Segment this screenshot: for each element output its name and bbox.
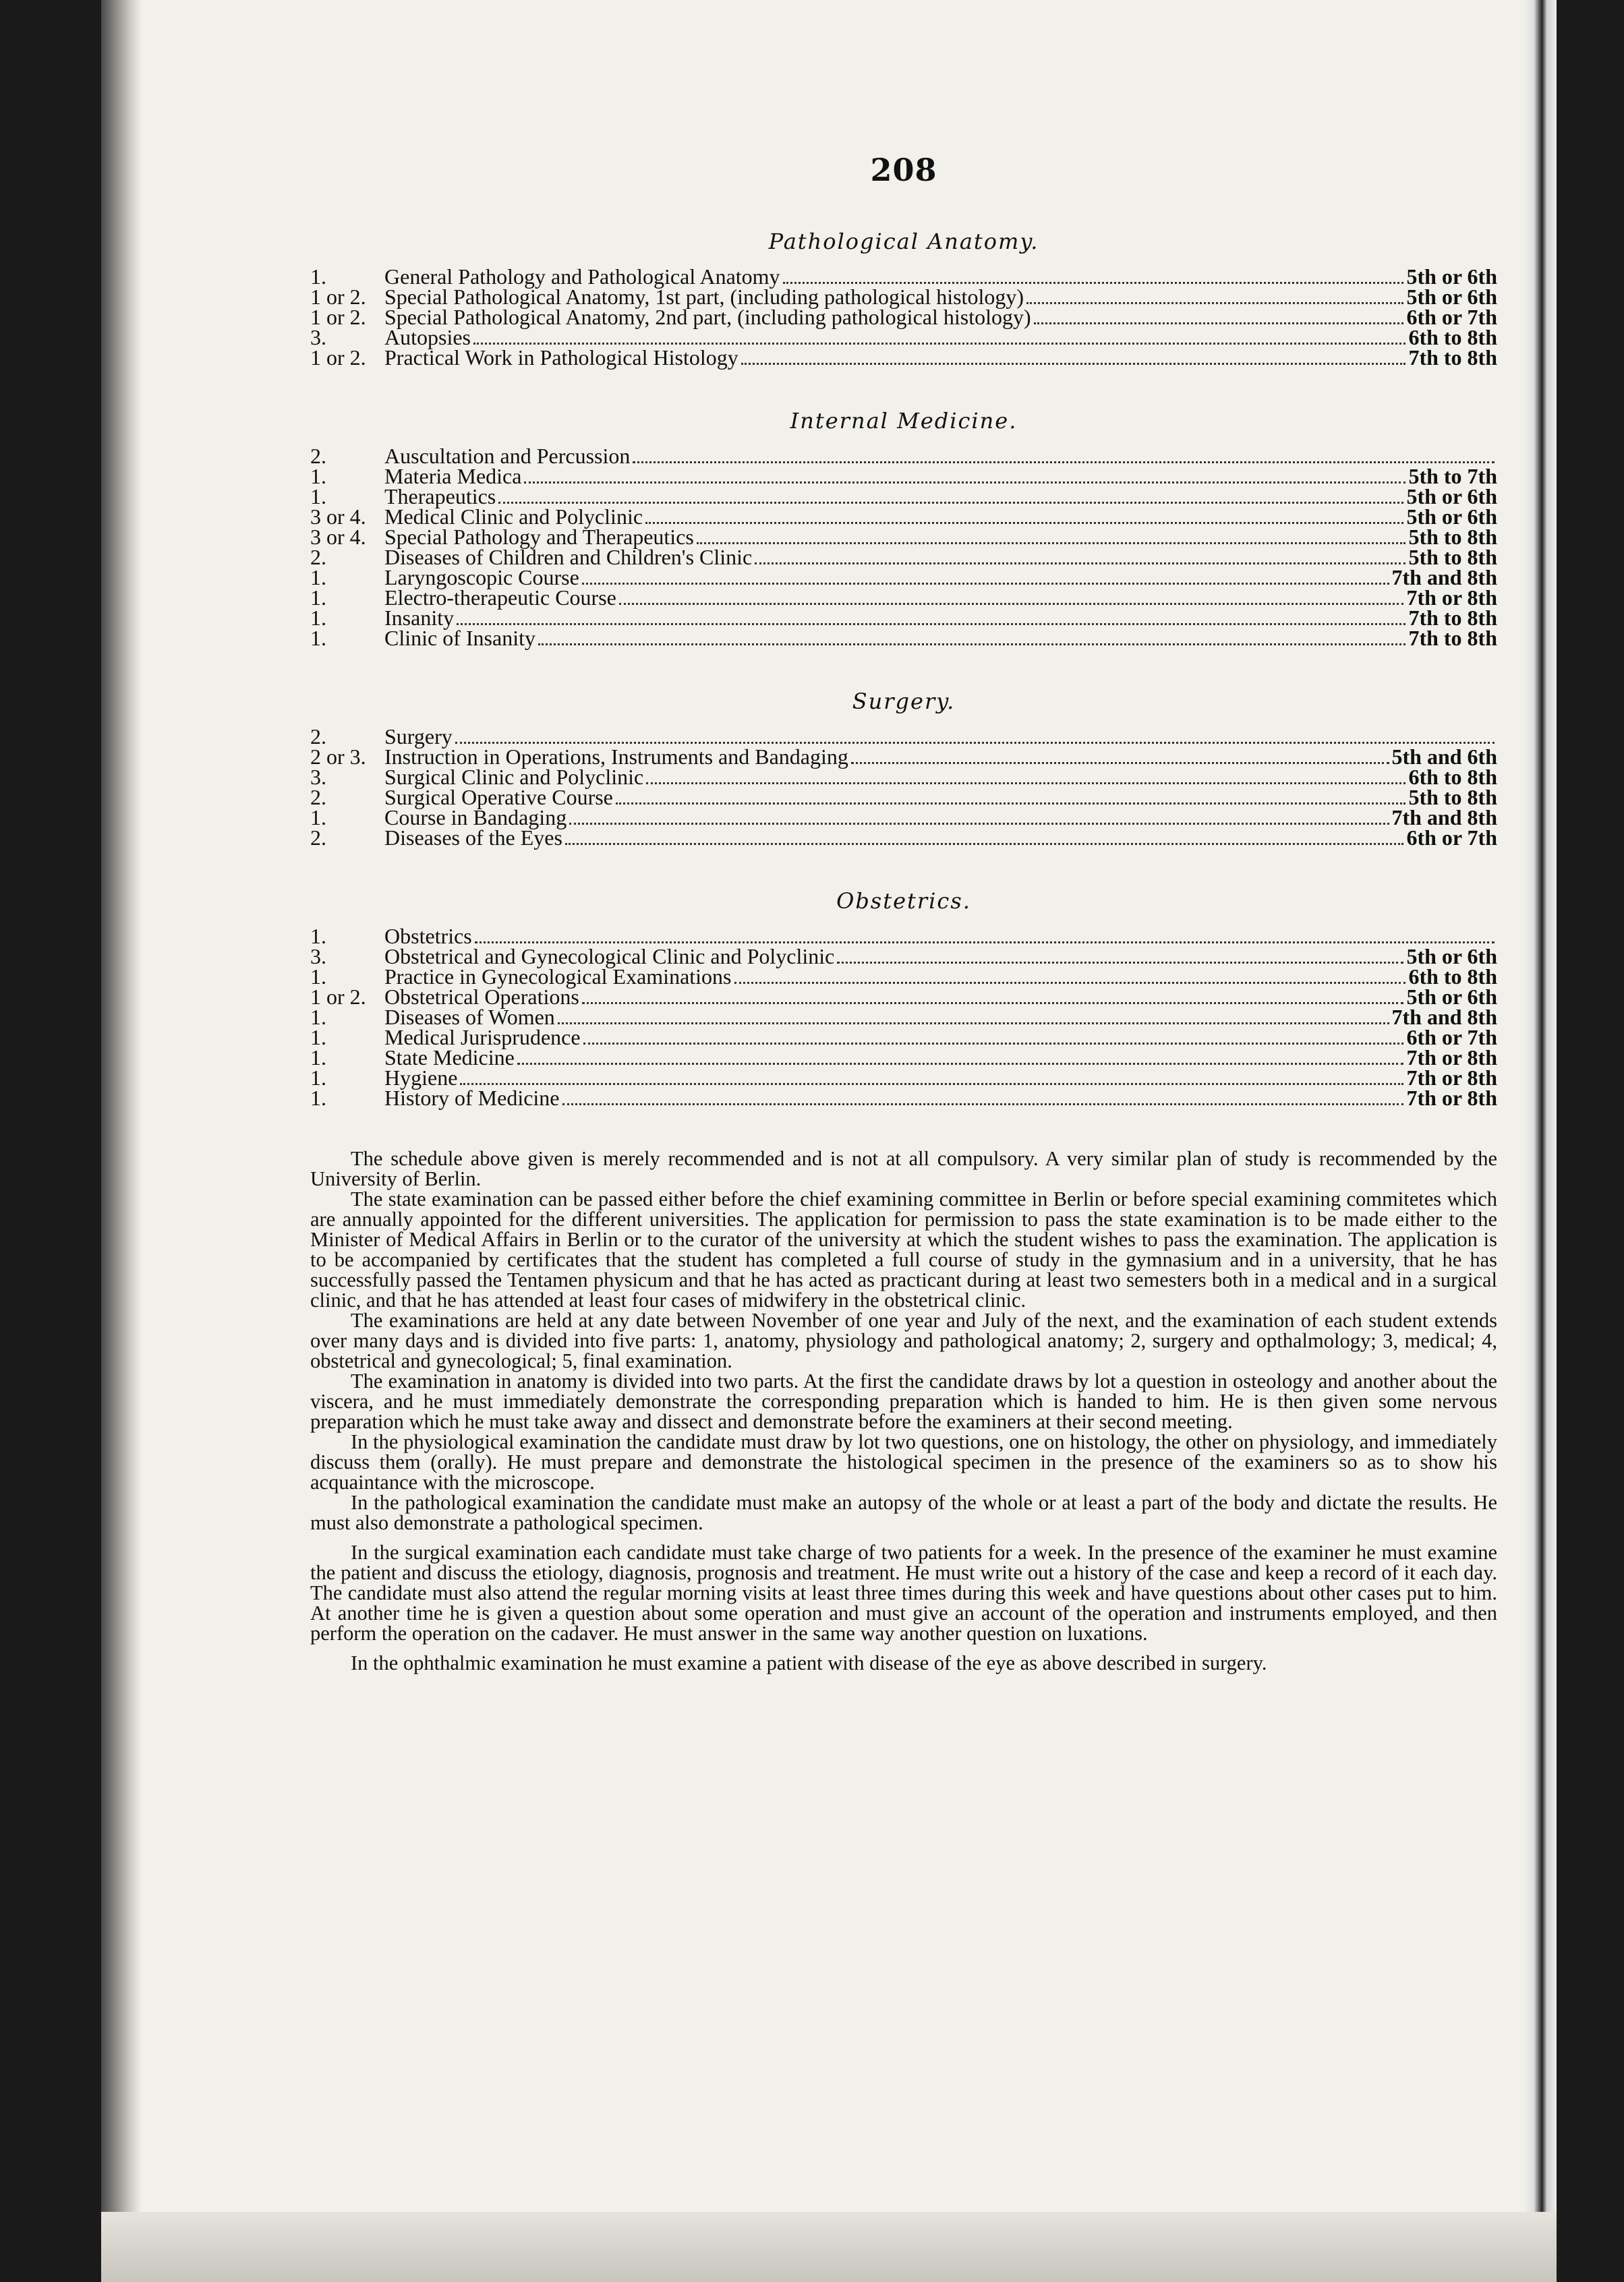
course-hours: 2. xyxy=(310,724,326,749)
course-name: Diseases of the Eyes xyxy=(384,825,562,850)
dot-leader xyxy=(646,769,1405,784)
course-section xyxy=(310,689,1497,848)
course-hours: 1. xyxy=(310,1086,326,1110)
course-row xyxy=(310,567,1497,587)
dot-leader xyxy=(562,1090,1404,1105)
course-hours: 3. xyxy=(310,765,326,789)
course-semester: 5th to 8th xyxy=(1408,545,1497,569)
course-semester: 7th to 8th xyxy=(1408,345,1497,370)
dot-leader xyxy=(851,749,1389,764)
body-paragraph: The examinations are held at any date between November of one year and July of the next, and the examination of each student extends over many days and is divided into five parts: 1, anatomy, physiology and pathological anatomy; 2, surgery and opthalmology; 3, medical; 4, obstetrical and gynecological; 5, final examination. xyxy=(310,1309,1497,1372)
course-semester: 5th or 6th xyxy=(1406,484,1497,508)
course-name: Practice in Gynecological Examinations xyxy=(384,964,732,989)
course-row xyxy=(310,506,1497,527)
dot-leader xyxy=(455,728,1495,744)
dot-leader xyxy=(783,268,1404,284)
course-semester: 6th or 7th xyxy=(1406,1025,1497,1049)
body-paragraph: In the surgical examination each candidate must take charge of two patients for a week. In the presence of the examiner he must examine the patient and discuss the etiology, diagnosis, prognosis and treatment. He must write out a history of the case and keep a record of it each day. The candidate must also attend the regular morning visits at least three times during this week and have questions about other cases put to him. At another time he is given a question about some operation and must give an account of the operation and instruments employed, and then perform the operation on the cadaver. He must answer in the same way another question on luxations. xyxy=(310,1541,1497,1645)
body-paragraph: The schedule above given is merely recommended and is not at all compulsory. A very similar plan of study is recommended by the University of Berlin. xyxy=(310,1147,1497,1190)
course-semester: 6th or 7th xyxy=(1406,825,1497,850)
dot-leader xyxy=(558,1009,1389,1024)
course-hours: 1. xyxy=(310,924,326,948)
course-semester: 5th and 6th xyxy=(1391,744,1497,769)
course-hours: 2. xyxy=(310,545,326,569)
course-row xyxy=(310,744,1497,769)
dot-leader xyxy=(475,928,1495,943)
page-edge xyxy=(1524,0,1557,2282)
course-semester: 5th to 8th xyxy=(1408,785,1497,809)
course-hours: 3 or 4. xyxy=(310,525,366,549)
course-semester: 7th or 8th xyxy=(1406,585,1497,610)
course-hours: 1. xyxy=(310,264,326,289)
course-semester: 6th or 7th xyxy=(1406,305,1497,329)
course-semester: 7th and 8th xyxy=(1391,805,1497,829)
course-hours: 1. xyxy=(310,464,326,488)
dot-leader xyxy=(1026,289,1403,304)
course-hours: 2 or 3. xyxy=(310,744,366,769)
course-name: Obstetrics xyxy=(384,924,472,948)
course-row xyxy=(310,307,1497,327)
page-content xyxy=(310,152,1497,1673)
page-number: 208 xyxy=(870,152,937,188)
course-hours: 1. xyxy=(310,484,326,508)
course-semester: 7th or 8th xyxy=(1406,1065,1497,1090)
course-name: Practical Work in Pathological Histology xyxy=(384,345,738,370)
course-row xyxy=(310,466,1497,486)
course-semester: 5th or 6th xyxy=(1406,264,1497,289)
course-semester: 7th or 8th xyxy=(1406,1045,1497,1070)
course-semester: 7th to 8th xyxy=(1408,626,1497,650)
dot-leader xyxy=(498,488,1403,504)
dot-leader xyxy=(697,529,1406,544)
course-name: Therapeutics xyxy=(384,484,496,508)
course-row xyxy=(310,547,1497,567)
course-name: Special Pathological Anatomy, 2nd part, (including pathological histology) xyxy=(384,305,1031,329)
course-name: Diseases of Children and Children's Clinic xyxy=(384,545,753,569)
body-paragraph: The examination in anatomy is divided into two parts. At the first the candidate draws by lot a question in osteology and another about the viscera, and he must immediately demonstrate the corresponding preparation which is handed to him. He is then given some nervous preparation which he must take away and dissect and demonstrate before the examiners at their second meeting. xyxy=(310,1370,1497,1433)
course-name: Laryngoscopic Course xyxy=(384,565,579,589)
course-name: Electro-therapeutic Course xyxy=(384,585,616,610)
course-name: Medical Jurisprudence xyxy=(384,1025,581,1049)
dot-leader xyxy=(582,569,1389,585)
course-schedule xyxy=(310,229,1497,1108)
course-row xyxy=(310,608,1497,628)
course-row xyxy=(310,726,1497,747)
course-row xyxy=(310,767,1497,787)
body-paragraph: The state examination can be passed either before the chief examining committee in Berlin or before special examining commitetes which are annually appointed for the different universities. The application for permission to pass the state examination is to be made either to the Minister of Medical Affairs in Berlin or to the curator of the university at which the student wishes to pass the examination. The application is to be accompanied by certificates that the student has completed a full course of study in the gymnasium and in a university, that he has successfully passed the Tentamen physicum and that he has acted as practicant during at least two semesters both in a medical and in a surgical clinic, and that he has attended at least four cases of midwifery in the obstetrical clinic. xyxy=(310,1188,1497,1312)
course-hours: 3. xyxy=(310,944,326,968)
course-row xyxy=(310,486,1497,506)
course-semester: 5th or 6th xyxy=(1406,504,1497,529)
course-semester: 7th and 8th xyxy=(1391,1005,1497,1029)
dot-leader xyxy=(616,789,1406,804)
course-section xyxy=(310,888,1497,1108)
dot-leader xyxy=(741,349,1406,365)
course-hours: 1 or 2. xyxy=(310,305,366,329)
dot-leader xyxy=(837,948,1403,964)
course-hours: 2. xyxy=(310,785,326,809)
course-section xyxy=(310,229,1497,368)
course-hours: 1. xyxy=(310,1005,326,1029)
course-hours: 1 or 2. xyxy=(310,285,366,309)
course-row xyxy=(310,587,1497,608)
course-name: Insanity xyxy=(384,606,455,630)
course-row xyxy=(310,327,1497,347)
course-name: Medical Clinic and Polyclinic xyxy=(384,504,643,529)
dot-leader xyxy=(538,630,1405,645)
course-hours: 3 or 4. xyxy=(310,504,366,529)
dot-leader xyxy=(524,468,1405,484)
course-row xyxy=(310,1027,1497,1047)
course-hours: 1. xyxy=(310,606,326,630)
course-name: Obstetrical Operations xyxy=(384,985,579,1009)
dot-leader xyxy=(755,549,1405,564)
dot-leader xyxy=(1034,309,1404,324)
dot-leader xyxy=(583,1029,1404,1045)
course-semester: 7th or 8th xyxy=(1406,1086,1497,1110)
course-row xyxy=(310,966,1497,987)
course-name: Course in Bandaging xyxy=(384,805,567,829)
section-title: Pathological Anatomy. xyxy=(768,229,1039,254)
course-name: State Medicine xyxy=(384,1045,515,1070)
course-hours: 1. xyxy=(310,626,326,650)
course-name: Special Pathological Anatomy, 1st part, (including pathological histology) xyxy=(384,285,1024,309)
course-name: General Pathology and Pathological Anatomy xyxy=(384,264,780,289)
course-row xyxy=(310,926,1497,946)
course-name: Clinic of Insanity xyxy=(384,626,535,650)
dot-leader xyxy=(473,329,1405,345)
course-name: Surgical Clinic and Polyclinic xyxy=(384,765,644,789)
course-name: Obstetrical and Gynecological Clinic and Polyclinic xyxy=(384,944,835,968)
course-hours: 1. xyxy=(310,1025,326,1049)
course-section xyxy=(310,408,1497,648)
course-row xyxy=(310,287,1497,307)
course-row xyxy=(310,787,1497,807)
course-name: Surgery xyxy=(384,724,453,749)
course-hours: 2. xyxy=(310,444,326,468)
course-hours: 2. xyxy=(310,825,326,850)
document-page xyxy=(101,0,1557,2282)
course-name: Materia Medica xyxy=(384,464,522,488)
course-semester: 5th or 6th xyxy=(1406,944,1497,968)
course-semester: 7th and 8th xyxy=(1391,565,1497,589)
course-row xyxy=(310,1007,1497,1027)
course-row xyxy=(310,527,1497,547)
course-hours: 1 or 2. xyxy=(310,985,366,1009)
course-name: Diseases of Women xyxy=(384,1005,555,1029)
course-semester: 6th to 8th xyxy=(1408,964,1497,989)
course-semester: 7th to 8th xyxy=(1408,606,1497,630)
course-semester: 5th or 6th xyxy=(1406,285,1497,309)
course-name: Surgical Operative Course xyxy=(384,785,613,809)
body-paragraph: In the physiological examination the candidate must draw by lot two questions, one on histology, the other on physiology, and immediately discuss them (orally). He must prepare and demonstrate the histological specimen in the presence of the examiners so as to show his acquaintance with the microscope. xyxy=(310,1430,1497,1494)
body-paragraph: In the pathological examination the candidate must make an autopsy of the whole or at least a part of the body and dictate the results. He must also demonstrate a pathological specimen. xyxy=(310,1491,1497,1534)
course-semester: 5th to 8th xyxy=(1408,525,1497,549)
body-text xyxy=(310,1148,1497,1673)
course-name: Autopsies xyxy=(384,325,471,349)
course-row xyxy=(310,827,1497,848)
course-row xyxy=(310,446,1497,466)
dot-leader xyxy=(517,1049,1404,1065)
dot-leader xyxy=(582,989,1404,1004)
dot-leader xyxy=(457,610,1405,625)
book-spine-shadow xyxy=(101,0,142,2282)
course-hours: 1. xyxy=(310,585,326,610)
section-title: Obstetrics. xyxy=(836,888,971,914)
course-semester: 5th to 7th xyxy=(1408,464,1497,488)
dot-leader xyxy=(734,968,1406,984)
course-row xyxy=(310,628,1497,648)
course-name: Auscultation and Percussion xyxy=(384,444,631,468)
course-hours: 1. xyxy=(310,1065,326,1090)
course-semester: 5th or 6th xyxy=(1406,985,1497,1009)
page-bottom-edge xyxy=(101,2212,1557,2282)
course-hours: 1. xyxy=(310,565,326,589)
section-title: Surgery. xyxy=(852,689,956,714)
body-paragraph: In the ophthalmic examination he must examine a patient with disease of the eye as above described in surgery. xyxy=(351,1651,1267,1674)
course-row xyxy=(310,347,1497,368)
course-row xyxy=(310,266,1497,287)
dot-leader xyxy=(569,809,1389,825)
course-hours: 1. xyxy=(310,805,326,829)
course-hours: 1 or 2. xyxy=(310,345,366,370)
course-row xyxy=(310,987,1497,1007)
course-name: Instruction in Operations, Instruments and Bandaging xyxy=(384,744,848,769)
course-semester: 6th to 8th xyxy=(1408,765,1497,789)
dot-leader xyxy=(460,1070,1403,1085)
course-hours: 1. xyxy=(310,1045,326,1070)
course-row xyxy=(310,1088,1497,1108)
dot-leader xyxy=(633,448,1495,463)
course-row xyxy=(310,946,1497,966)
course-hours: 1. xyxy=(310,964,326,989)
section-title: Internal Medicine. xyxy=(790,408,1018,434)
course-name: Hygiene xyxy=(384,1065,458,1090)
course-hours: 3. xyxy=(310,325,326,349)
dot-leader xyxy=(619,589,1404,605)
course-name: History of Medicine xyxy=(384,1086,560,1110)
course-name: Special Pathology and Therapeutics xyxy=(384,525,694,549)
dot-leader xyxy=(565,829,1404,845)
course-row xyxy=(310,1067,1497,1088)
course-row xyxy=(310,1045,1497,1070)
course-row xyxy=(310,807,1497,827)
course-semester: 6th to 8th xyxy=(1408,325,1497,349)
dot-leader xyxy=(645,508,1403,524)
